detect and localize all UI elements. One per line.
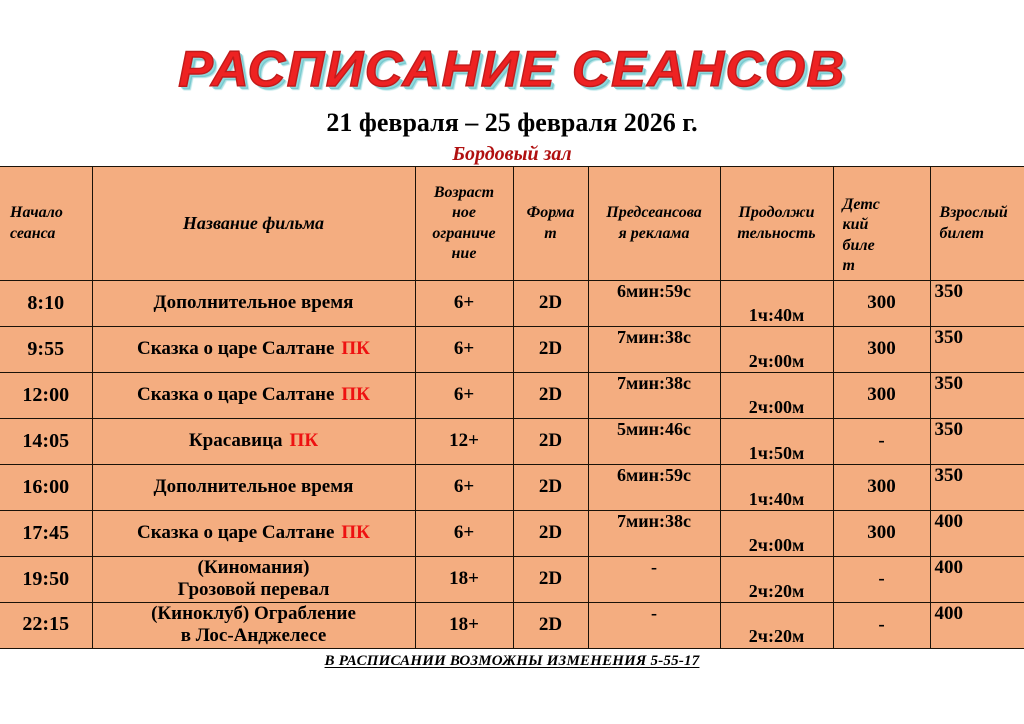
cell-format: 2D — [513, 557, 588, 603]
cell-age-rating: 12+ — [415, 419, 513, 465]
table-row — [0, 373, 1024, 419]
table-row — [0, 327, 1024, 373]
table-row — [0, 557, 1024, 603]
cell-duration: 2ч:00м — [720, 327, 833, 373]
cell-format: 2D — [513, 373, 588, 419]
cell-format: 2D — [513, 602, 588, 648]
header-line: ограниче — [432, 224, 496, 242]
cell-format: 2D — [513, 465, 588, 511]
header-row — [0, 167, 1024, 281]
cell-film-title — [92, 602, 415, 648]
cell-start-time: 17:45 — [0, 511, 92, 557]
cell-duration: 2ч:20м — [720, 557, 833, 603]
cell-pre-show-ads: 6мин:59с — [588, 281, 720, 327]
cell-age-rating: 6+ — [415, 373, 513, 419]
cell-format: 2D — [513, 327, 588, 373]
cell-film-title — [92, 465, 415, 511]
header-line: биле — [842, 236, 875, 254]
header-line: т — [842, 257, 855, 275]
film-title-text: Красавица — [188, 430, 283, 452]
poster-header — [0, 0, 1024, 165]
schedule-table — [0, 166, 1024, 649]
cell-format: 2D — [513, 511, 588, 557]
table-row — [0, 602, 1024, 648]
cell-film-title — [92, 419, 415, 465]
cell-child-ticket: 300 — [833, 281, 930, 327]
hall-name: Бордовый зал — [452, 142, 572, 165]
cell-age-rating: 6+ — [415, 281, 513, 327]
cell-adult-ticket: 400 — [930, 511, 1024, 557]
cell-child-ticket: - — [833, 557, 930, 603]
cell-start-time: 14:05 — [0, 419, 92, 465]
cell-age-rating: 6+ — [415, 327, 513, 373]
cell-pre-show-ads: 7мин:38с — [588, 373, 720, 419]
cell-pre-show-ads: - — [588, 557, 720, 603]
header-line: Начало — [10, 204, 63, 222]
cell-start-time: 12:00 — [0, 373, 92, 419]
footer-note — [0, 652, 1024, 670]
cell-child-ticket: - — [833, 419, 930, 465]
schedule-table-wrapper — [0, 166, 1024, 649]
cell-start-time: 9:55 — [0, 327, 92, 373]
film-title-text-line2: Грозовой перевал — [177, 579, 330, 601]
film-title-text: Дополнительное время — [153, 476, 354, 498]
header-line: ние — [451, 244, 477, 262]
column-header-start-time — [0, 167, 92, 281]
cell-child-ticket: 300 — [833, 465, 930, 511]
cell-start-time: 22:15 — [0, 602, 92, 648]
header-line: т — [544, 224, 557, 242]
cell-adult-ticket: 350 — [930, 419, 1024, 465]
header-line: кий — [842, 216, 869, 234]
film-title-text: Сказка о царе Салтане — [137, 522, 335, 544]
cell-adult-ticket: 350 — [930, 327, 1024, 373]
cell-start-time: 19:50 — [0, 557, 92, 603]
header-line: билет — [939, 224, 984, 242]
cell-child-ticket: 300 — [833, 373, 930, 419]
header-line: Продолжи — [738, 204, 815, 222]
cell-pre-show-ads: 7мин:38с — [588, 511, 720, 557]
film-tag-pk: ПК — [341, 522, 370, 544]
header-line: сеанса — [10, 224, 56, 242]
film-title-text-line2: в Лос-Анджелесе — [180, 625, 327, 647]
cell-film-title — [92, 373, 415, 419]
cell-duration: 1ч:50м — [720, 419, 833, 465]
cell-film-title — [92, 511, 415, 557]
column-header-adult-ticket — [930, 167, 1024, 281]
table-body — [0, 281, 1024, 649]
film-title-text: (Киномания) — [197, 557, 310, 578]
header-line: Взрослый — [939, 204, 1008, 222]
cell-adult-ticket: 350 — [930, 465, 1024, 511]
cell-duration: 2ч:20м — [720, 602, 833, 648]
column-header-child-ticket — [833, 167, 930, 281]
column-header-film-title — [92, 167, 415, 281]
cell-pre-show-ads: 6мин:59с — [588, 465, 720, 511]
column-header-format — [513, 167, 588, 281]
cell-adult-ticket: 400 — [930, 602, 1024, 648]
cell-child-ticket: 300 — [833, 327, 930, 373]
cell-child-ticket: - — [833, 602, 930, 648]
cell-start-time: 16:00 — [0, 465, 92, 511]
header-line: я реклама — [618, 224, 690, 242]
film-tag-pk: ПК — [289, 430, 319, 452]
column-header-age-rating — [415, 167, 513, 281]
cell-age-rating: 18+ — [415, 557, 513, 603]
cell-format: 2D — [513, 281, 588, 327]
cell-film-title — [92, 281, 415, 327]
film-title-text: Дополнительное время — [153, 292, 354, 314]
film-tag-pk: ПК — [341, 338, 370, 360]
cell-film-title — [92, 327, 415, 373]
film-title-text: Сказка о царе Салтане — [137, 384, 335, 406]
cell-age-rating: 18+ — [415, 602, 513, 648]
schedule-change-notice: В РАСПИСАНИИ ВОЗМОЖНЫ ИЗМЕНЕНИЯ 5-55-17 — [324, 653, 700, 669]
column-header-duration — [720, 167, 833, 281]
cell-age-rating: 6+ — [415, 465, 513, 511]
table-row — [0, 419, 1024, 465]
film-tag-pk: ПК — [341, 384, 370, 406]
cell-adult-ticket: 350 — [930, 373, 1024, 419]
header-line: Форма — [526, 204, 575, 222]
cell-adult-ticket: 350 — [930, 281, 1024, 327]
header-line: ное — [452, 204, 476, 222]
table-row — [0, 465, 1024, 511]
header-line: Предсеансова — [606, 204, 702, 222]
cell-film-title — [92, 557, 415, 603]
cell-pre-show-ads: 7мин:38с — [588, 327, 720, 373]
table-header — [0, 167, 1024, 281]
cell-duration: 2ч:00м — [720, 511, 833, 557]
cell-start-time: 8:10 — [0, 281, 92, 327]
date-range: 21 февраля – 25 февраля 2026 г. — [326, 108, 698, 137]
header-line: Возраст — [433, 183, 495, 201]
film-title-text: Сказка о царе Салтане — [137, 338, 335, 360]
cell-pre-show-ads: - — [588, 602, 720, 648]
cell-adult-ticket: 400 — [930, 557, 1024, 603]
header-line: тельность — [737, 224, 816, 242]
cell-age-rating: 6+ — [415, 511, 513, 557]
cell-pre-show-ads: 5мин:46с — [588, 419, 720, 465]
film-title-text: (Киноклуб) Ограбление — [151, 602, 356, 624]
cell-child-ticket: 300 — [833, 511, 930, 557]
header-line: Детс — [842, 196, 880, 213]
cell-format: 2D — [513, 419, 588, 465]
page-title: РАСПИСАНИЕ СЕАНСОВ — [178, 41, 846, 97]
table-row — [0, 511, 1024, 557]
cell-duration: 1ч:40м — [720, 465, 833, 511]
column-header-pre-show-ads — [588, 167, 720, 281]
cell-duration: 1ч:40м — [720, 281, 833, 327]
table-row — [0, 281, 1024, 327]
cell-duration: 2ч:00м — [720, 373, 833, 419]
header-line: Название фильма — [182, 212, 325, 233]
